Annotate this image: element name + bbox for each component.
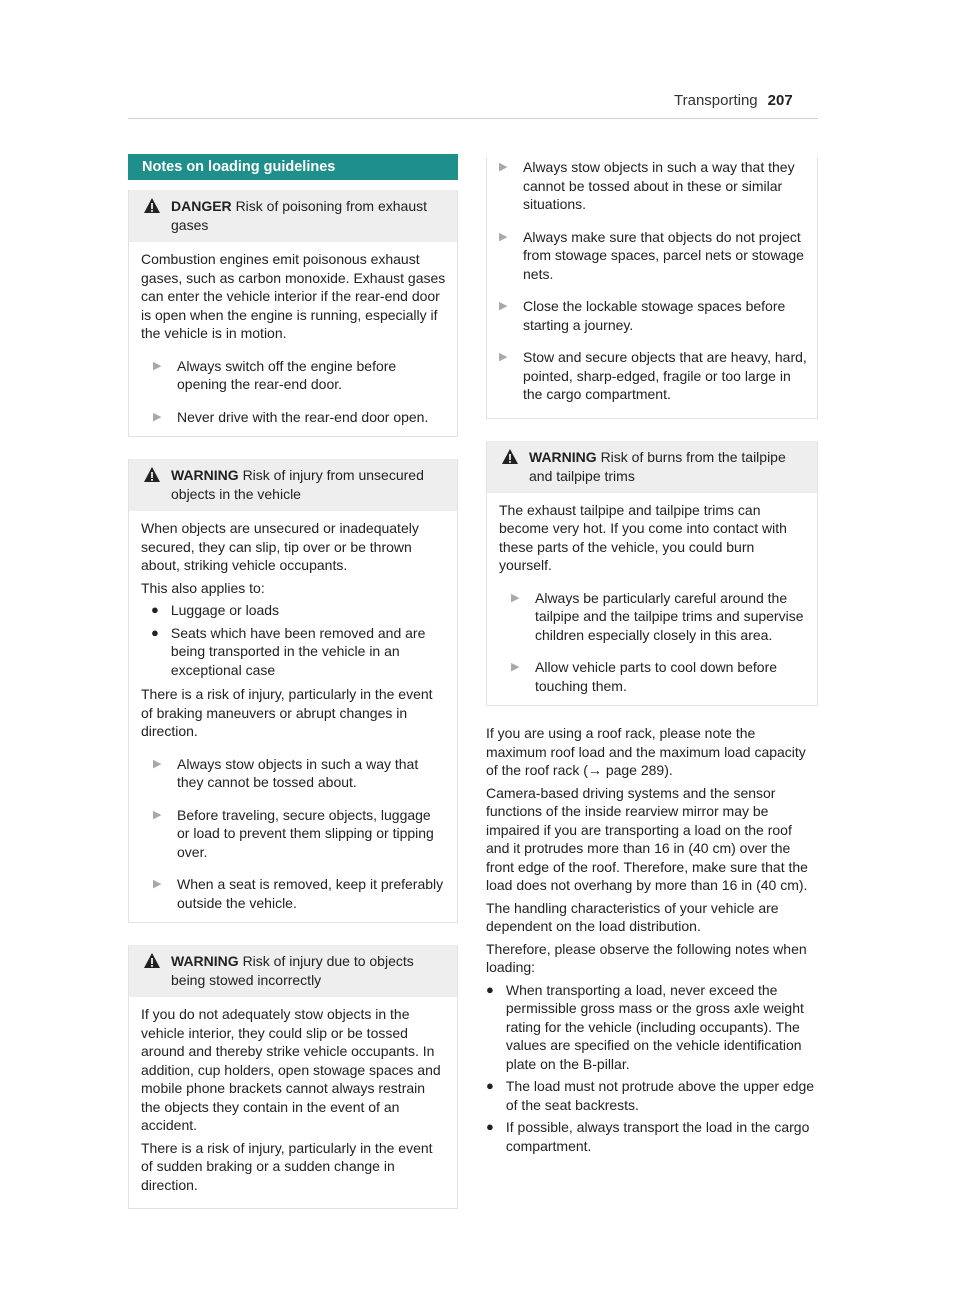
step-item: [141, 408, 447, 427]
warning-title: Risk of injury from unsecured objects in the vehicle: [171, 467, 424, 502]
step-item: [499, 658, 807, 695]
warning-body: [129, 997, 457, 1208]
paragraph: Therefore, please observe the following notes when loading:: [486, 940, 807, 975]
header-divider: [128, 118, 818, 119]
list-item-text: Luggage or loads: [170, 602, 280, 618]
arrow-icon: ▶: [511, 591, 520, 604]
danger-body: [129, 242, 457, 436]
list-item: [151, 624, 447, 680]
bullet-list: [141, 601, 447, 679]
header-section-title: Transporting: [674, 92, 758, 109]
warning-triangle-icon: [501, 448, 519, 466]
step-item: [141, 806, 447, 862]
warning-header: [129, 459, 457, 511]
bullet-icon: ●: [151, 602, 159, 617]
list-item-text: When transporting a load, never exceed the permissible gross mass or the gross axle weight rating for the vehicle (including occupants). The values are specified on the vehicle identification plate on the B-pillar.: [505, 981, 804, 1072]
warning-header: [129, 945, 457, 997]
arrow-icon: ▶: [499, 351, 508, 363]
arrow-icon: ▶: [499, 230, 508, 243]
step-text: Never drive with the rear-end door open.: [177, 408, 429, 425]
arrow-icon: ▶: [153, 878, 162, 890]
warning-box-unsecured: [128, 459, 458, 923]
list-item: [486, 1118, 818, 1155]
step-item: [487, 158, 807, 214]
list-item-text: Seats which have been removed and are being transported in the vehicle in an exceptional case: [170, 624, 426, 678]
warning-paragraph: There is a risk of injury, particularly in the event of sudden braking or a sudden change in direction.: [141, 1139, 433, 1193]
bullet-icon: ●: [486, 1119, 494, 1134]
arrow-icon: ▶: [153, 808, 162, 821]
list-item: [486, 981, 818, 1074]
warning-triangle-icon: [143, 197, 161, 215]
step-item: [141, 755, 447, 792]
warning-body: [129, 511, 457, 922]
danger-box: [128, 190, 458, 437]
warning-triangle-icon: [143, 952, 161, 970]
step-text: Stow and secure objects that are heavy, hard, pointed, sharp-edged, fragile or too large in the cargo compartment.: [523, 349, 807, 402]
danger-title: Risk of poisoning from exhaust gases: [171, 198, 427, 233]
left-column: [128, 154, 458, 1223]
danger-text: Combustion engines emit poisonous exhaust gases, such as carbon monoxide. Exhaust gases can enter the vehicle interior if the rear-end door is open when the engine is running, especially if the vehicle is in motion.: [141, 251, 446, 341]
paragraph: The handling characteristics of your vehicle are dependent on the load distribution.: [486, 899, 779, 934]
paragraph: Camera-based driving systems and the sensor functions of the inside rearview mirror may be impaired if you are transporting a load on the roof and it protrudes more than 16 in (40 cm) over the front edge of the roof. Therefore, make sure that the load does not overhang by more than 16 in (40 cm).: [486, 784, 808, 893]
page-header: [674, 92, 793, 120]
warning-title: Risk of burns from the tailpipe and tailpipe trims: [529, 448, 786, 484]
section-heading: Notes on loading guidelines: [128, 154, 458, 180]
warning-label: WARNING: [171, 467, 239, 483]
paragraph: If you are using a roof rack, please note the maximum roof load and the maximum load capacity of the roof rack (→ page 289).: [486, 725, 806, 778]
right-column: [486, 154, 818, 1161]
continued-steps: [486, 158, 818, 419]
list-item: [486, 1077, 818, 1114]
step-item: [487, 348, 807, 404]
warning-label: WARNING: [529, 448, 597, 465]
arrow-icon: ▶: [153, 359, 162, 372]
arrow-icon: ▶: [499, 300, 508, 312]
warning-header: [487, 441, 817, 493]
list-item: [151, 601, 447, 620]
step-item: [141, 875, 447, 912]
warning-paragraph: When objects are unsecured or inadequately secured, they can slip, tip over or be thrown about, striking vehicle occupants.: [141, 520, 419, 573]
step-text: Always make sure that objects do not project from stowage spaces, parcel nets or stowage nets.: [523, 228, 804, 282]
step-text: Before traveling, secure objects, luggage or load to prevent them slipping or tipping over.: [177, 806, 434, 860]
step-text: When a seat is removed, keep it preferably outside the vehicle.: [177, 876, 444, 911]
warning-label: WARNING: [171, 953, 239, 969]
step-item: [141, 357, 447, 394]
step-text: Always stow objects in such a way that they cannot be tossed about in these or similar situations.: [523, 159, 795, 212]
loading-notes: [486, 724, 818, 1155]
arrow-icon: ▶: [153, 410, 162, 423]
warning-triangle-icon: [143, 466, 161, 484]
step-text: Always stow objects in such a way that they cannot be tossed about.: [177, 755, 419, 790]
bullet-icon: ●: [486, 981, 494, 997]
step-text: Always be particularly careful around the tailpipe and the tailpipe trims and supervise children especially closely in this area.: [535, 589, 804, 643]
step-item: [487, 228, 807, 284]
bullet-icon: ●: [486, 1078, 494, 1093]
warning-box-burns: [486, 441, 818, 707]
step-text: Close the lockable stowage spaces before starting a journey.: [523, 298, 786, 333]
warning-box-stowed: [128, 945, 458, 1209]
step-item: [487, 297, 807, 334]
warning-title: Risk of injury due to objects being stowed incorrectly: [171, 953, 414, 988]
bullet-icon: ●: [151, 624, 159, 640]
danger-header: [129, 190, 457, 242]
warning-paragraph: This also applies to:: [141, 579, 265, 596]
warning-paragraph: If you do not adequately stow objects in the vehicle interior, they could slip or be tossed around and thereby strike vehicle occupants. In addition, cup holders, open stowage spaces and mobile phone brackets cannot always restrain the objects they contain in the event of an accident.: [141, 1006, 441, 1133]
arrow-icon: ▶: [499, 161, 508, 173]
warning-paragraph: There is a risk of injury, particularly in the event of braking maneuvers or abrupt changes in direction.: [141, 686, 433, 739]
danger-label: DANGER: [171, 198, 232, 214]
list-item-text: If possible, always transport the load in the cargo compartment.: [505, 1119, 810, 1154]
warning-paragraph: The exhaust tailpipe and tailpipe trims can become very hot. If you come into contact with these parts of the vehicle, you could burn yourself.: [499, 501, 787, 573]
list-item-text: The load must not protrude above the upper edge of the seat backrests.: [505, 1078, 815, 1113]
step-text: Allow vehicle parts to cool down before touching them.: [535, 659, 778, 694]
warning-body: [487, 493, 817, 706]
step-item: [499, 589, 807, 645]
step-text: Always switch off the engine before opening the rear-end door.: [177, 357, 397, 392]
arrow-icon: ▶: [153, 757, 162, 770]
arrow-icon: ▶: [511, 661, 520, 673]
page-number: 207: [767, 92, 793, 109]
bullet-list: [486, 981, 818, 1156]
